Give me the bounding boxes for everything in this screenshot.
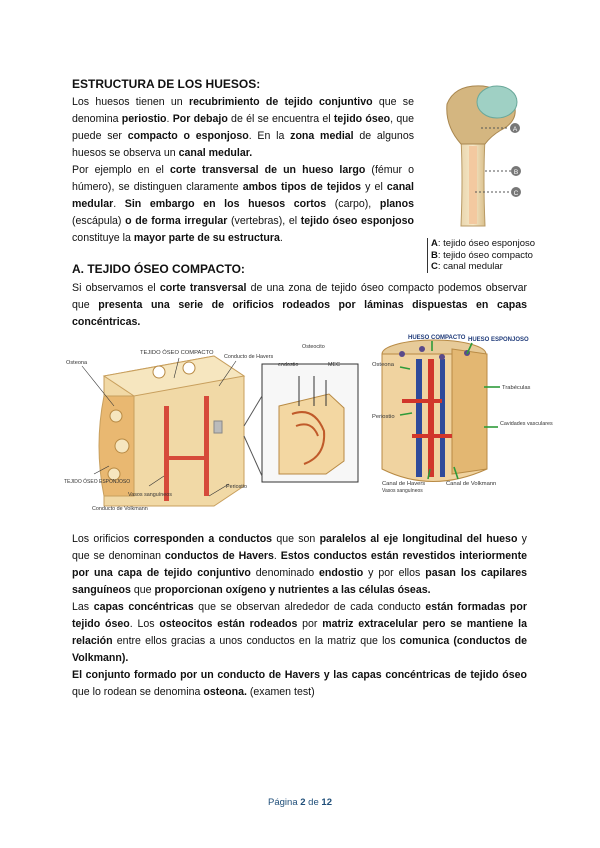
marker-c-label: C	[513, 190, 519, 197]
legend-c: C: canal medular	[431, 261, 503, 272]
legend-b: B: tejido óseo compacto	[431, 249, 533, 261]
label-osteona-left: Osteona	[66, 360, 88, 366]
label-osteocito: Osteocito	[302, 344, 325, 350]
label-trabeculas: Trabéculas	[502, 385, 531, 391]
heading-tejido-compacto: A. TEJIDO ÓSEO COMPACTO:	[72, 262, 245, 276]
label-hueso-esponjoso: HUESO ESPONJOSO	[468, 337, 529, 343]
paragraph-corte-hueso-largo: Por ejemplo en el corte transversal de un hueso largo (fémur o húmero), se distinguen claramente ambos tipos de tejidos y el canal medular. Sin embargo en los huesos cortos (carpo), planos (escápula) o de forma irregular (vertebras), el tejido óseo esponjoso constituye la mayor parte de su estructura.	[72, 164, 415, 244]
bone-section-diagram	[372, 329, 553, 497]
paragraph-osteona: El conjunto formado por un conducto de Havers y las capas concéntricas de tejido óseo que lo rodean se denomina osteona. (examen test)	[72, 669, 527, 698]
label-endostio: endostio	[278, 362, 299, 368]
label-vasos-left: Vasos sanguíneos	[128, 492, 172, 498]
medullary-canal	[469, 146, 477, 224]
label-conducto-havers: Conducto de Havers	[224, 354, 274, 360]
label-canal-volkmann: Canal de Volkmann	[446, 481, 497, 487]
paragraph-recubrimiento: Los huesos tienen un recubrimiento de tejido conjuntivo que se denomina periostio. Por debajo de él se encuentra el tejido óseo, que puede ser compacto o esponjoso. En la zona medial de algunos huesos se observa un canal medular.	[72, 96, 415, 159]
marker-b-label: B	[513, 169, 519, 176]
page-footer: Página 2 de 12	[268, 797, 332, 808]
label-tejido-esponjoso-left: TEJIDO ÓSEO ESPONJOSO	[64, 479, 131, 485]
label-tejido-compacto: TEJIDO ÓSEO COMPACTO	[140, 350, 214, 356]
label-periostio-left: Periostio	[226, 484, 247, 490]
marker-a-label: A	[512, 126, 518, 133]
compact-bone-diagram	[64, 336, 374, 516]
label-volkmann-left: Conducto de Volkmann	[92, 506, 148, 512]
long-bone-illustration	[425, 78, 545, 234]
paragraph-capas: Las capas concéntricas que se observan alrededor de cada conducto están formadas por tejido óseo. Los osteocitos están rodeados por matriz extracelular pero se mantiene la relación entre ellos gracias a unos conductos en la matriz que los comunica (conductos de Volkmann).	[72, 601, 528, 664]
label-osteona-right: Osteona	[372, 362, 394, 368]
heading-estructura: ESTRUCTURA DE LOS HUESOS:	[72, 77, 261, 91]
label-periostio-right: Periostio	[372, 414, 395, 420]
label-vasos-right: Vasos sanguíneos	[382, 488, 423, 494]
bone-legend	[427, 238, 535, 273]
label-cavidades: Cavidades vasculares	[500, 421, 553, 427]
paragraph-orificios: Los orificios corresponden a conductos que son paralelos al eje longitudinal del hueso y que se denominan conductos de Havers. Estos conductos están revestidos interiormente por una capa de tejido conjuntivo denominado endostio y por ellos pasan los capilares sanguíneos que proporcionan oxígeno y nutrientes a las células óseas.	[72, 533, 528, 596]
label-canal-havers: Canal de Havers	[382, 481, 426, 487]
femoral-head	[477, 86, 517, 118]
legend-a: A: tejido óseo esponjoso	[431, 238, 536, 249]
paragraph-corte-transversal: Si observamos el corte transversal de una zona de tejido óseo compacto podemos observar que presenta una serie de orificios rodeados por láminas dispuestas en capas concéntricas.	[72, 282, 527, 328]
label-hueso-compacto: HUESO COMPACTO	[408, 335, 466, 341]
label-mec: MEC	[328, 362, 340, 368]
